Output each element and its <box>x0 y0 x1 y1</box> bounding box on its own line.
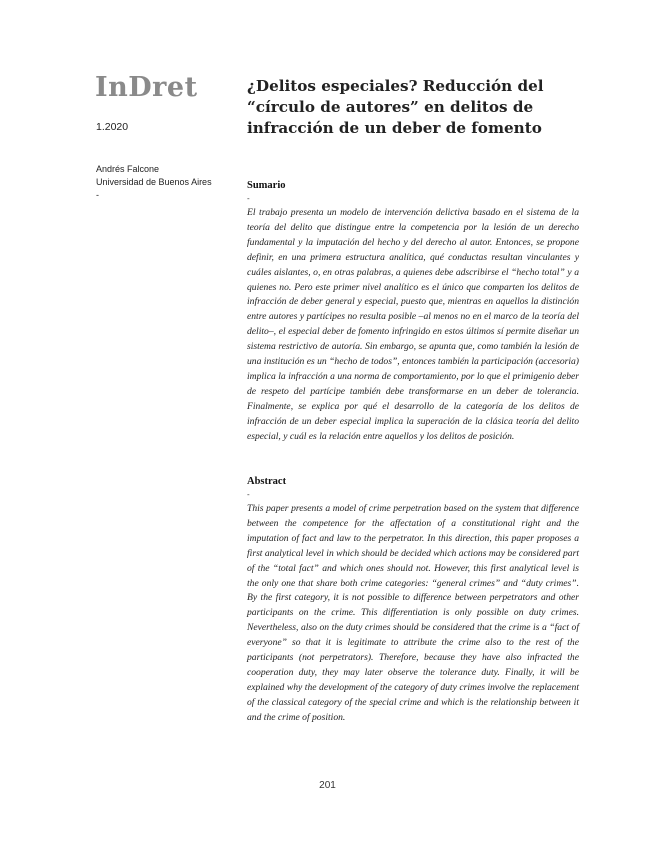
issue-number: 1.2020 <box>96 121 129 133</box>
sumario-heading: Sumario <box>247 180 286 191</box>
abstract-text: This paper presents a model of crime perpetration based on the system that difference between the competence for the affectation of a constitutional right and the imputation of fact and law to the perpetrator. In this direction, this paper proposes a first analytical level in which should be decided which actions may be considered part of the “total fact” and which ones should not. However, this first analytical level is the only one that share both crime categories: “general crimes” and “duty crimes”. By the first category, it is not possible to difference between perpetrators and other participants on the crime. This differentiation is only possible on duty crimes. Nevertheless, also on the duty crimes should be considered that the crime is a “fact of everyone” so that it is legitimate to attribute the crime also to the rest of the participants (not perpetrators). Therefore, because they have also infracted the cooperation duty, they may later observe the tolerance duty. Finally, it will be explained why the development of the category of duty crimes involve the replacement of the classical category of the special crime and which is the relationship between it and the crime of position. <box>247 503 579 723</box>
author-affiliation: Universidad de Buenos Aires <box>96 177 212 187</box>
abstract-heading: Abstract <box>247 476 287 487</box>
author-separator: - <box>96 190 99 200</box>
article-title: ¿Delitos especiales? Reducción del “círculo de autores” en delitos de infracción de un deber de fomento <box>247 77 544 137</box>
sumario-separator: - <box>247 194 250 203</box>
page-number: 201 <box>319 780 336 791</box>
abstract-separator: - <box>247 490 250 499</box>
author-name: Andrés Falcone <box>96 164 160 174</box>
author-block <box>96 163 212 202</box>
sumario-text: El trabajo presenta un modelo de intervención delictiva basado en el sistema de la teoría del delito que distingue entre la competencia por la lesión de un derecho fundamental y la imputación del hecho y del derecho al autor. Entonces, se propone definir, en una primera estructura analítica, qué conductas resultan vinculantes y cuáles aislantes, o, en otras palabras, a quienes debe adscribirse el “hecho total” y a quienes no. Pero este primer nivel analítico es el único que comparten los delitos de infracción de deber general y especial, puesto que, mientras en aquellos la distinción entre autores y partícipes no resulta posible –al menos no en el marco de la teoría del delito–, el especial deber de fomento infringido en estos últimos sí permite diseñar un sistema restrictivo de autoría. Sin embargo, se apunta que, como también la lesión de una institución es un “hecho de todos”, entonces también la participación (accesoria) implica la infracción a una norma de comportamiento, por lo que el primigenio deber de respeto del partícipe también debe transformarse en un deber de tolerancia. Finalmente, se explica por qué el desarrollo de la categoría de los delitos de infracción de un deber especial implica la superación de la clásica teoría del delito especial, y cuál es la relación entre aquellos y los delitos de posición. <box>247 207 580 442</box>
journal-logo: InDret <box>95 72 198 103</box>
